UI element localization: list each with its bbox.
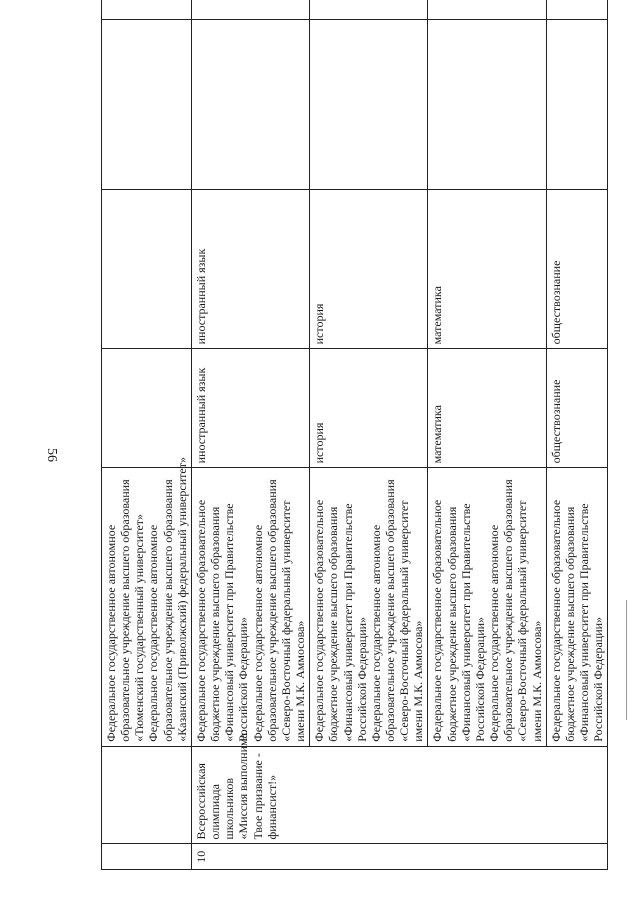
organizer-line: бюджетное учреждение высшего образования [562,506,577,742]
organizer-line: образовательное учреждение высшего образования [501,479,516,742]
profile-cell: обществознание [546,349,608,468]
page-number: 56 [44,448,59,462]
organizer-line: имени М.К. Аммосова» [529,620,544,742]
organizer-line: «Северо-Восточный федеральный университет [515,500,530,742]
profile-cell: история [310,349,428,468]
organizer-line: имени М.К. Аммосова» [293,620,308,742]
organizer-line: Федеральное государственное образовательное [312,499,327,742]
table-row [310,0,428,870]
extra-cell [428,20,546,190]
row-number-cell: 10 [191,844,607,870]
organizer-cell [546,468,608,746]
subject-cell: иностранный язык [191,190,309,349]
organizer-line: образовательное учреждение высшего образования [160,479,175,742]
organizer-line: Федеральное государственное образовательное [430,499,445,742]
subject-cell: математика [428,190,546,349]
table-row-continuation [102,0,192,870]
organizer-line: Российской Федерации» [236,616,251,742]
scan-edge-mark [626,600,627,720]
extra-cell [102,20,192,190]
organizer-line: «Финансовый университет при Правительстве [577,503,591,742]
organizer-line: образовательное учреждение высшего образования [118,479,133,742]
level-cell [102,0,192,20]
olympiad-name-line: школьников [222,778,237,840]
profile-cell [102,349,192,468]
organizer-line: бюджетное учреждение высшего образования [326,506,341,742]
organizer-line: Федеральное государственное автономное [104,524,118,742]
organizer-cell [310,468,428,746]
table-row [191,0,309,870]
olympiad-name-line: финансист!» [264,774,279,840]
level-cell [191,0,309,20]
organizer-line: имени М.К. Аммосова» [411,620,426,742]
level-cell [428,0,546,20]
organizer-line: Российской Федерации» [354,616,369,742]
organizer-cell [428,468,546,746]
organizer-line: «Северо-Восточный федеральный университет [397,500,412,742]
subject-cell: история [310,190,428,349]
olympiad-name-line: Твое призвание - [250,753,265,840]
organizer-line: Федеральное государственное образовательное [548,499,563,742]
subject-cell [102,190,192,349]
organizer-line: бюджетное учреждение высшего образования [444,506,459,742]
profile-cell: иностранный язык [191,349,309,468]
organizer-line: образовательное учреждение высшего образования [382,479,397,742]
olympiad-name-line: «Миссия выполнима. [236,730,251,840]
organizer-line: Федеральное государственное автономное [250,524,265,742]
extra-cell [310,20,428,190]
olympiad-name-line: Всероссийская [193,763,208,840]
profile-cell: математика [428,349,546,468]
organizer-line: «Финансовый университет при Правительстве [222,503,237,742]
organizer-line: образовательное учреждение высшего образования [264,479,279,742]
row-number-cell [102,844,192,870]
level-cell [546,0,608,20]
organizer-line: Российской Федерации» [472,616,487,742]
organizer-cell [102,457,192,746]
organizer-line: «Тюменский государственный университет» [132,513,147,742]
olympiad-name-cell [102,746,192,844]
organizer-cell [191,468,309,746]
organizer-line: Федеральное государственное автономное [487,524,502,742]
subject-cell: обществознание [546,190,608,349]
level-cell [310,0,428,20]
table-row [546,0,608,870]
table-row [428,0,546,870]
olympiad-table [101,0,608,870]
organizer-line: бюджетное учреждение высшего образования [208,506,223,742]
olympiad-name-cell [191,730,607,844]
organizer-line: «Финансовый университет при Правительстве [458,503,473,742]
organizer-line: Федеральное государственное автономное [368,524,383,742]
extra-cell [546,20,608,190]
organizer-line: Федеральное государственное автономное [146,524,161,742]
organizer-line: «Финансовый университет при Правительстве [340,503,355,742]
olympiad-table-frame [101,0,606,870]
organizer-line: Российской Федерации» [591,616,606,742]
organizer-line: «Северо-Восточный федеральный университет [278,500,293,742]
extra-cell [191,20,309,190]
organizer-line: Федеральное государственное образовательное [193,499,208,742]
olympiad-name-line: олимпиада [208,784,223,840]
organizer-line: «Казанский (Приволжский) федеральный университет» [174,457,189,742]
